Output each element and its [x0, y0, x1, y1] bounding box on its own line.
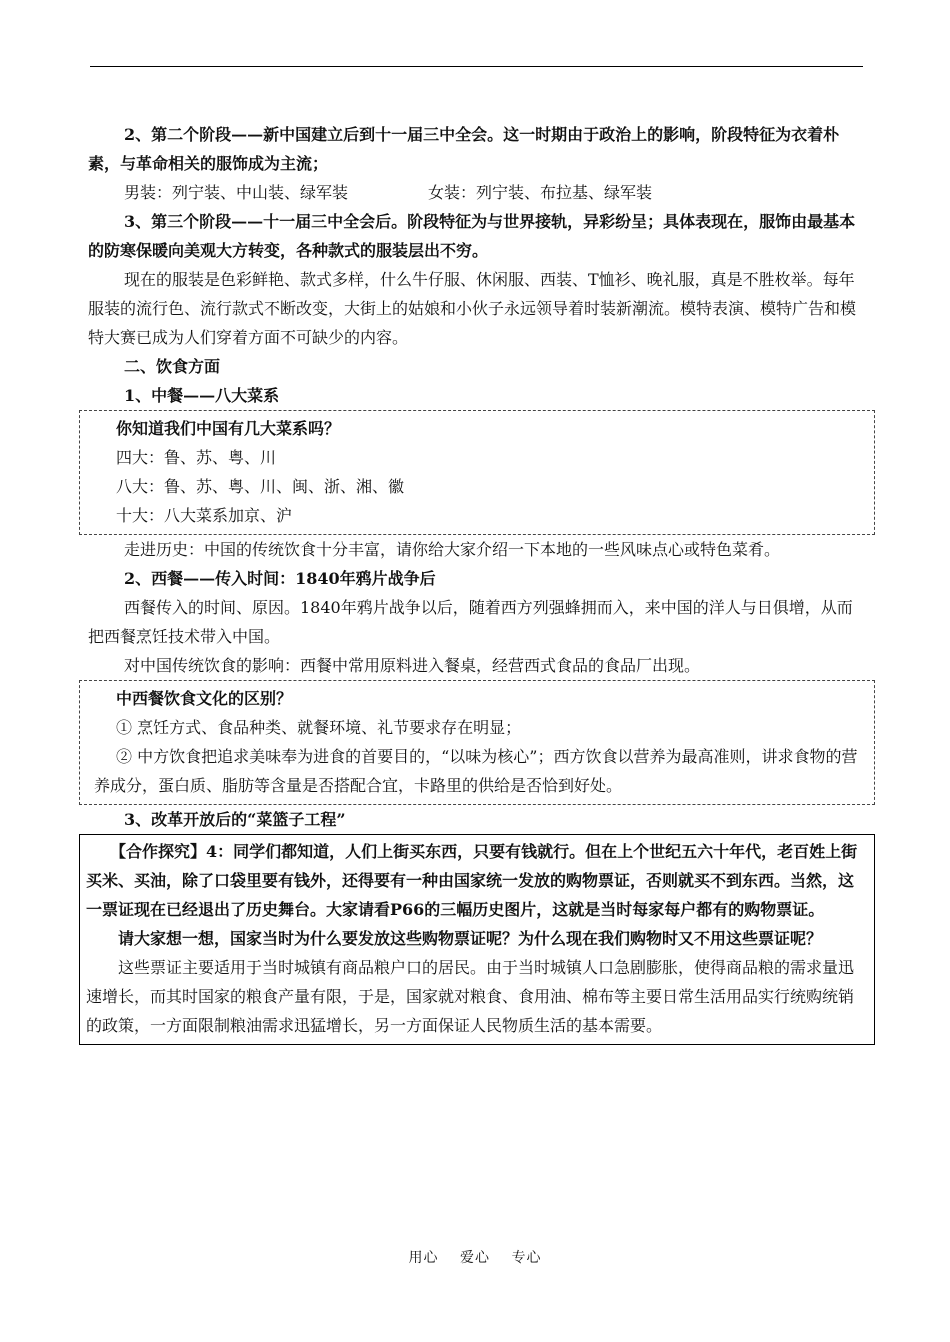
document-body: [88, 120, 866, 1045]
header-rule: [90, 66, 863, 67]
cooperative-inquiry-box: [79, 834, 875, 1045]
men-clothing: 男装：列宁装、中山装、绿军装: [124, 183, 349, 202]
page-footer: [0, 1247, 950, 1267]
western-influence: 对中国传统饮食的影响：西餐中常用原料进入餐桌，经营西式食品的食品厂出现。: [124, 656, 701, 675]
coop-question: 请大家想一想，国家当时为什么要发放这些购物票证呢？为什么现在我们购物时又不用这些票证呢？: [118, 929, 823, 948]
difference-point-2: ② 中方饮食把追求美味奉为进食的首要目的，“以味为核心”；西方饮食以营养为最高准则，讲求食物的营养成分，蛋白质、脂肪等含量是否搭配合宜，卡路里的供给是否恰到好处。: [94, 747, 858, 795]
coop-answer: 这些票证主要适用于当时城镇有商品粮户口的居民。由于当时城镇人口急剧膨胀，使得商品粮的需求量迅速增长，而其时国家的粮食产量有限，于是，国家就对粮食、食用油、棉布等主要日常生活用品实行统购统销的政策，一方面限制粮油需求迅猛增长，另一方面保证人民物质生活的基本需要。: [86, 958, 855, 1035]
difference-point-1: ① 烹饪方式、食品种类、就餐环境、礼节要求存在明显；: [116, 718, 522, 737]
vegetable-basket-title: 3、改革开放后的“菜篮子工程”: [124, 810, 346, 829]
footer-word-2: 爱心: [460, 1250, 490, 1266]
culture-question: 中西餐饮食文化的区别？: [116, 689, 293, 708]
western-food-body: 西餐传入的时间、原因。1840年鸦片战争以后，随着西方列强蜂拥而入，来中国的洋人与日俱增，从而把西餐烹饪技术带入中国。: [88, 598, 853, 646]
coop-intro: 【合作探究】4：同学们都知道，人们上街买东西，只要有钱就行。但在上个世纪五六十年代，老百姓上街买米、买油，除了口袋里要有钱外，还得要有一种由国家统一发放的购物票证，否则就买不到东西。当然，这一票证现在已经退出了历史舞台。大家请看P66的三幅历史图片，这就是当时每家每户都有的购物票证。: [86, 842, 858, 919]
ten-cuisines: 十大：八大菜系加京、沪: [116, 506, 293, 525]
food-section-title: 二、饮食方面: [124, 357, 221, 376]
stage3-heading: 3、第三个阶段——十一届三中全会后。阶段特征为与世界接轨，异彩纷呈；具体表现在，服饰由最基本的防寒保暖向美观大方转变，各种款式的服装层出不穷。: [88, 212, 856, 260]
history-prompt: 走进历史：中国的传统饮食十分丰富，请你给大家介绍一下本地的一些风味点心或特色菜肴。: [124, 540, 781, 559]
western-food-title: 2、西餐——传入时间：1840年鸦片战争后: [124, 569, 436, 588]
footer-word-1: 用心: [408, 1250, 439, 1266]
clothing-list: [88, 178, 866, 207]
women-clothing: 女装：列宁装、布拉基、绿军装: [428, 183, 653, 202]
footer-word-3: 专心: [511, 1250, 542, 1266]
cuisine-question-box: [79, 410, 875, 535]
four-cuisines: 四大：鲁、苏、粤、川: [116, 448, 277, 467]
stage2-heading: 2、第二个阶段——新中国建立后到十一届三中全会。这一时期由于政治上的影响，阶段特征为衣着朴素，与革命相关的服饰成为主流；: [88, 125, 840, 173]
eight-cuisines: 八大：鲁、苏、粤、川、闽、浙、湘、徽: [116, 477, 405, 496]
stage3-body: 现在的服装是色彩鲜艳、款式多样，什么牛仔服、休闲服、西装、T恤衫、晚礼服，真是不胜枚举。每年服装的流行色、流行款式不断改变，大街上的姑娘和小伙子永远领导着时装新潮流。模特表演、模特广告和模特大赛已成为人们穿着方面不可缺少的内容。: [88, 270, 857, 347]
culture-difference-box: [79, 680, 875, 805]
chinese-food-title: 1、中餐——八大菜系: [124, 386, 280, 405]
cuisine-question: 你知道我们中国有几大菜系吗？: [116, 419, 341, 438]
